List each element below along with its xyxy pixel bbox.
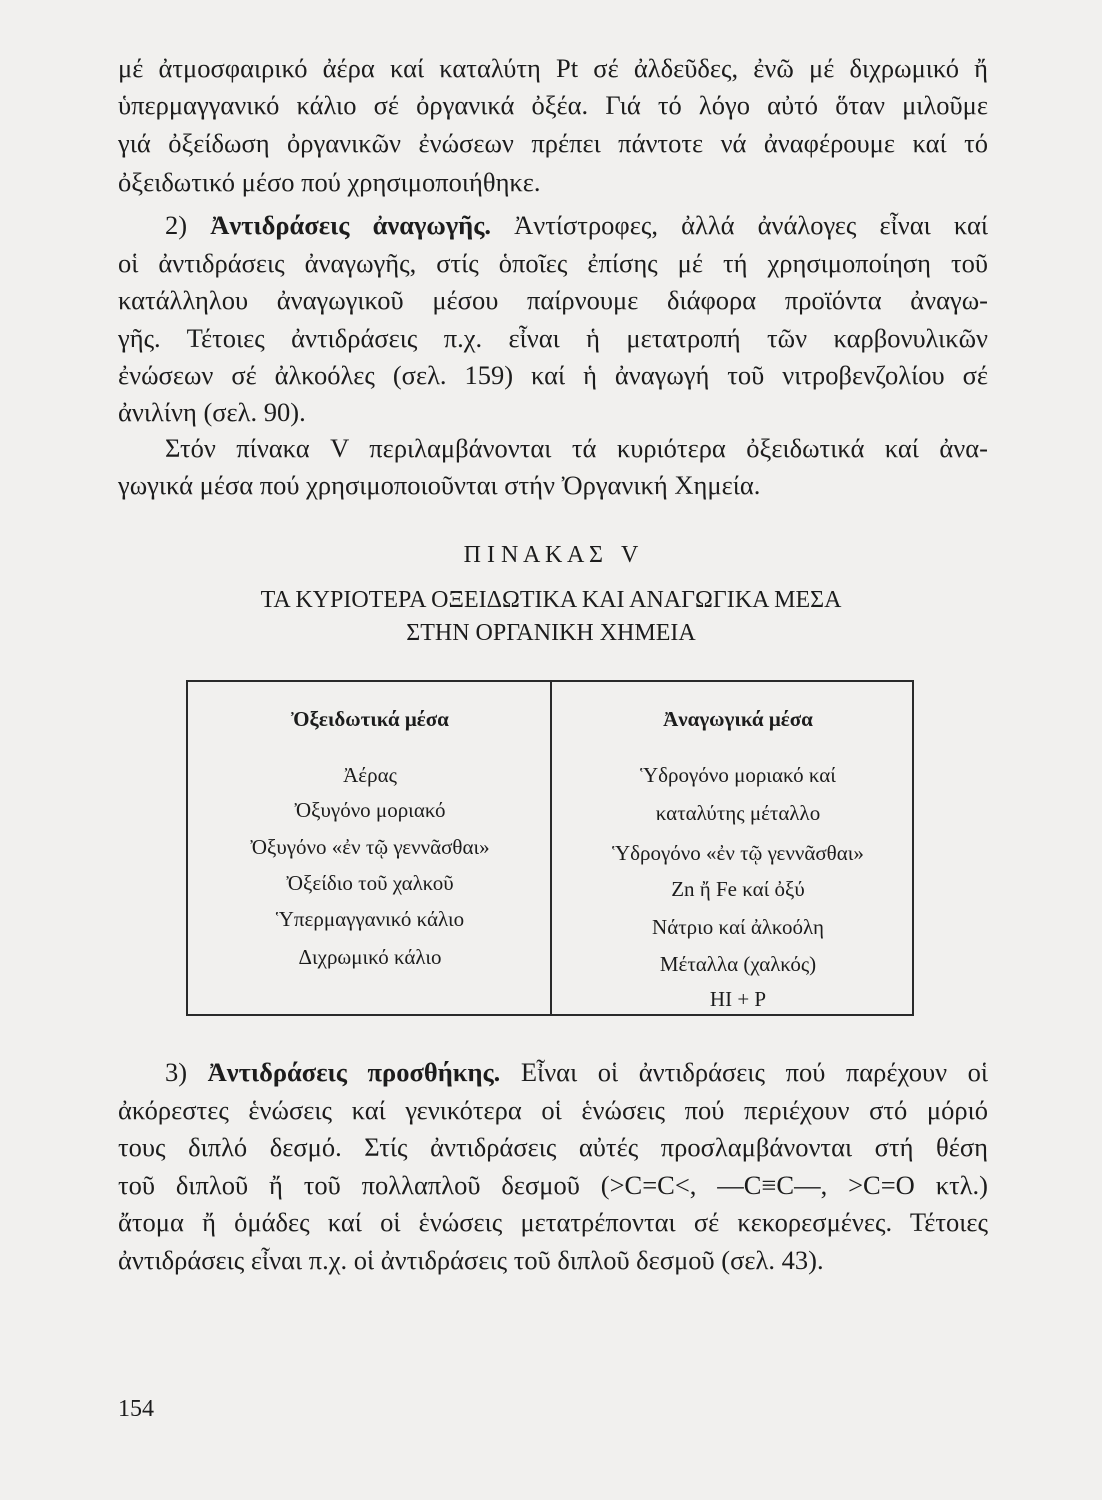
- table-cell: Ὑπερμαγγανικό κάλιο: [275, 907, 465, 931]
- table-cell: Διχρωμικό κάλιο: [298, 945, 442, 969]
- table-cell: HI + P: [709, 987, 767, 1011]
- text-run: Ἀντίστροφες, ἀλλά ἀνάλογες εἶναι καί: [491, 210, 989, 240]
- page-number: 154: [118, 1396, 154, 1422]
- section-heading: Ἀντιδράσεις ἀναγωγῆς.: [210, 210, 492, 240]
- text-run: Εἶναι οἱ ἀντιδράσεις πού παρέχουν οἱ: [500, 1057, 989, 1087]
- text-line: ὑπερμαγγανικό κάλιο σέ ὀργανικά ὀξέα. Γιά τό λόγο αὐτό ὅταν μιλοῦμε: [118, 90, 988, 120]
- table-cell: καταλύτης μέταλλο: [655, 801, 821, 825]
- text-line: γωγικά μέσα πού χρησιμοποιοῦνται στήν Ὀργανική Χημεία.: [118, 470, 761, 500]
- text-line: τους διπλό δεσμό. Στίς ἀντιδράσεις αὐτές προσλαμβάνονται στή θέση: [118, 1132, 988, 1162]
- text-line: Στόν πίνακα V περιλαμβάνονται τά κυριότερα ὀξειδωτικά καί ἀνα-: [165, 433, 988, 463]
- table-cell: Ὑδρογόνο «ἐν τῷ γεννᾶσθαι»: [612, 841, 864, 865]
- table-cell: Zn ἤ Fe καί ὀξύ: [671, 877, 805, 901]
- text-line: [118, 1056, 988, 1088]
- table-cell: Ὑδρογόνο μοριακό καί: [640, 763, 836, 787]
- text-line: οἱ ἀντιδράσεις ἀναγωγῆς, στίς ὁποῖες ἐπίσης μέ τή χρησιμοποίηση τοῦ: [118, 248, 988, 278]
- column-divider: [550, 682, 552, 1014]
- text-line: ἀντιδράσεις εἶναι π.χ. οἱ ἀντιδράσεις τοῦ διπλοῦ δεσμοῦ (σελ. 43).: [118, 1245, 824, 1275]
- table-cell: Ὀξυγόνο «ἐν τῷ γεννᾶσθαι»: [250, 835, 490, 859]
- table-cell: Ἀέρας: [343, 763, 397, 787]
- column-header-oxidizing: Ὀξειδωτικά μέσα: [291, 707, 449, 731]
- item-number: 3): [165, 1057, 208, 1087]
- section-heading: Ἀντιδράσεις προσθήκης.: [207, 1057, 501, 1087]
- column-header-reducing: Ἀναγωγικά μέσα: [663, 707, 813, 731]
- text-line: [118, 209, 988, 241]
- text-line: ἄτομα ἤ ὁμάδες καί οἱ ἑνώσεις μετατρέπονται σέ κεκορεσμένες. Τέτοιες: [118, 1207, 988, 1237]
- reagents-table: [186, 680, 914, 1016]
- text-line: ἀκόρεστες ἑνώσεις καί γενικότερα οἱ ἑνώσεις πού περιέχουν στό μόριό: [118, 1095, 988, 1125]
- table-subtitle: ΣΤΗΝ ΟΡΓΑΝΙΚΗ ΧΗΜΕΙΑ: [406, 620, 696, 646]
- text-line: ἀνιλίνη (σελ. 90).: [118, 397, 306, 427]
- text-line: γιά ὀξείδωση ὀργανικῶν ἐνώσεων πρέπει πάντοτε νά ἀναφέρουμε καί τό: [118, 128, 988, 158]
- text-line: μέ ἀτμοσφαιρικό ἀέρα καί καταλύτη Pt σέ ἀλδεῦδες, ἐνῶ μέ διχρωμικό ἤ: [118, 53, 988, 83]
- text-line: ὀξειδωτικό μέσο πού χρησιμοποιήθηκε.: [118, 167, 541, 197]
- text-line: γῆς. Τέτοιες ἀντιδράσεις π.χ. εἶναι ἡ μετατροπή τῶν καρβονυλικῶν: [118, 323, 988, 353]
- text-line: ἐνώσεων σέ ἀλκοόλες (σελ. 159) καί ἡ ἀναγωγή τοῦ νιτροβενζολίου σέ: [118, 360, 988, 390]
- table-cell: Μέταλλα (χαλκός): [659, 952, 817, 976]
- table-label: Π Ι Ν Α Κ Α Σ V: [463, 542, 639, 568]
- table-cell: Νάτριο καί ἀλκοόλη: [652, 915, 824, 939]
- table-title: ΤΑ ΚΥΡΙΟΤΕΡΑ ΟΞΕΙΔΩΤΙΚΑ ΚΑΙ ΑΝΑΓΩΓΙΚΑ ΜΕΣΑ: [260, 587, 842, 613]
- table-cell: Ὀξυγόνο μοριακό: [294, 798, 446, 822]
- item-number: 2): [165, 210, 211, 240]
- table-cell: Ὀξείδιο τοῦ χαλκοῦ: [286, 871, 454, 895]
- text-line: κατάλληλου ἀναγωγικοῦ μέσου παίρνουμε διάφορα προϊόντα ἀναγω-: [118, 285, 988, 315]
- text-line: τοῦ διπλοῦ ἤ τοῦ πολλαπλοῦ δεσμοῦ (>C=C<, —C≡C—, >C=O κτλ.): [118, 1170, 988, 1200]
